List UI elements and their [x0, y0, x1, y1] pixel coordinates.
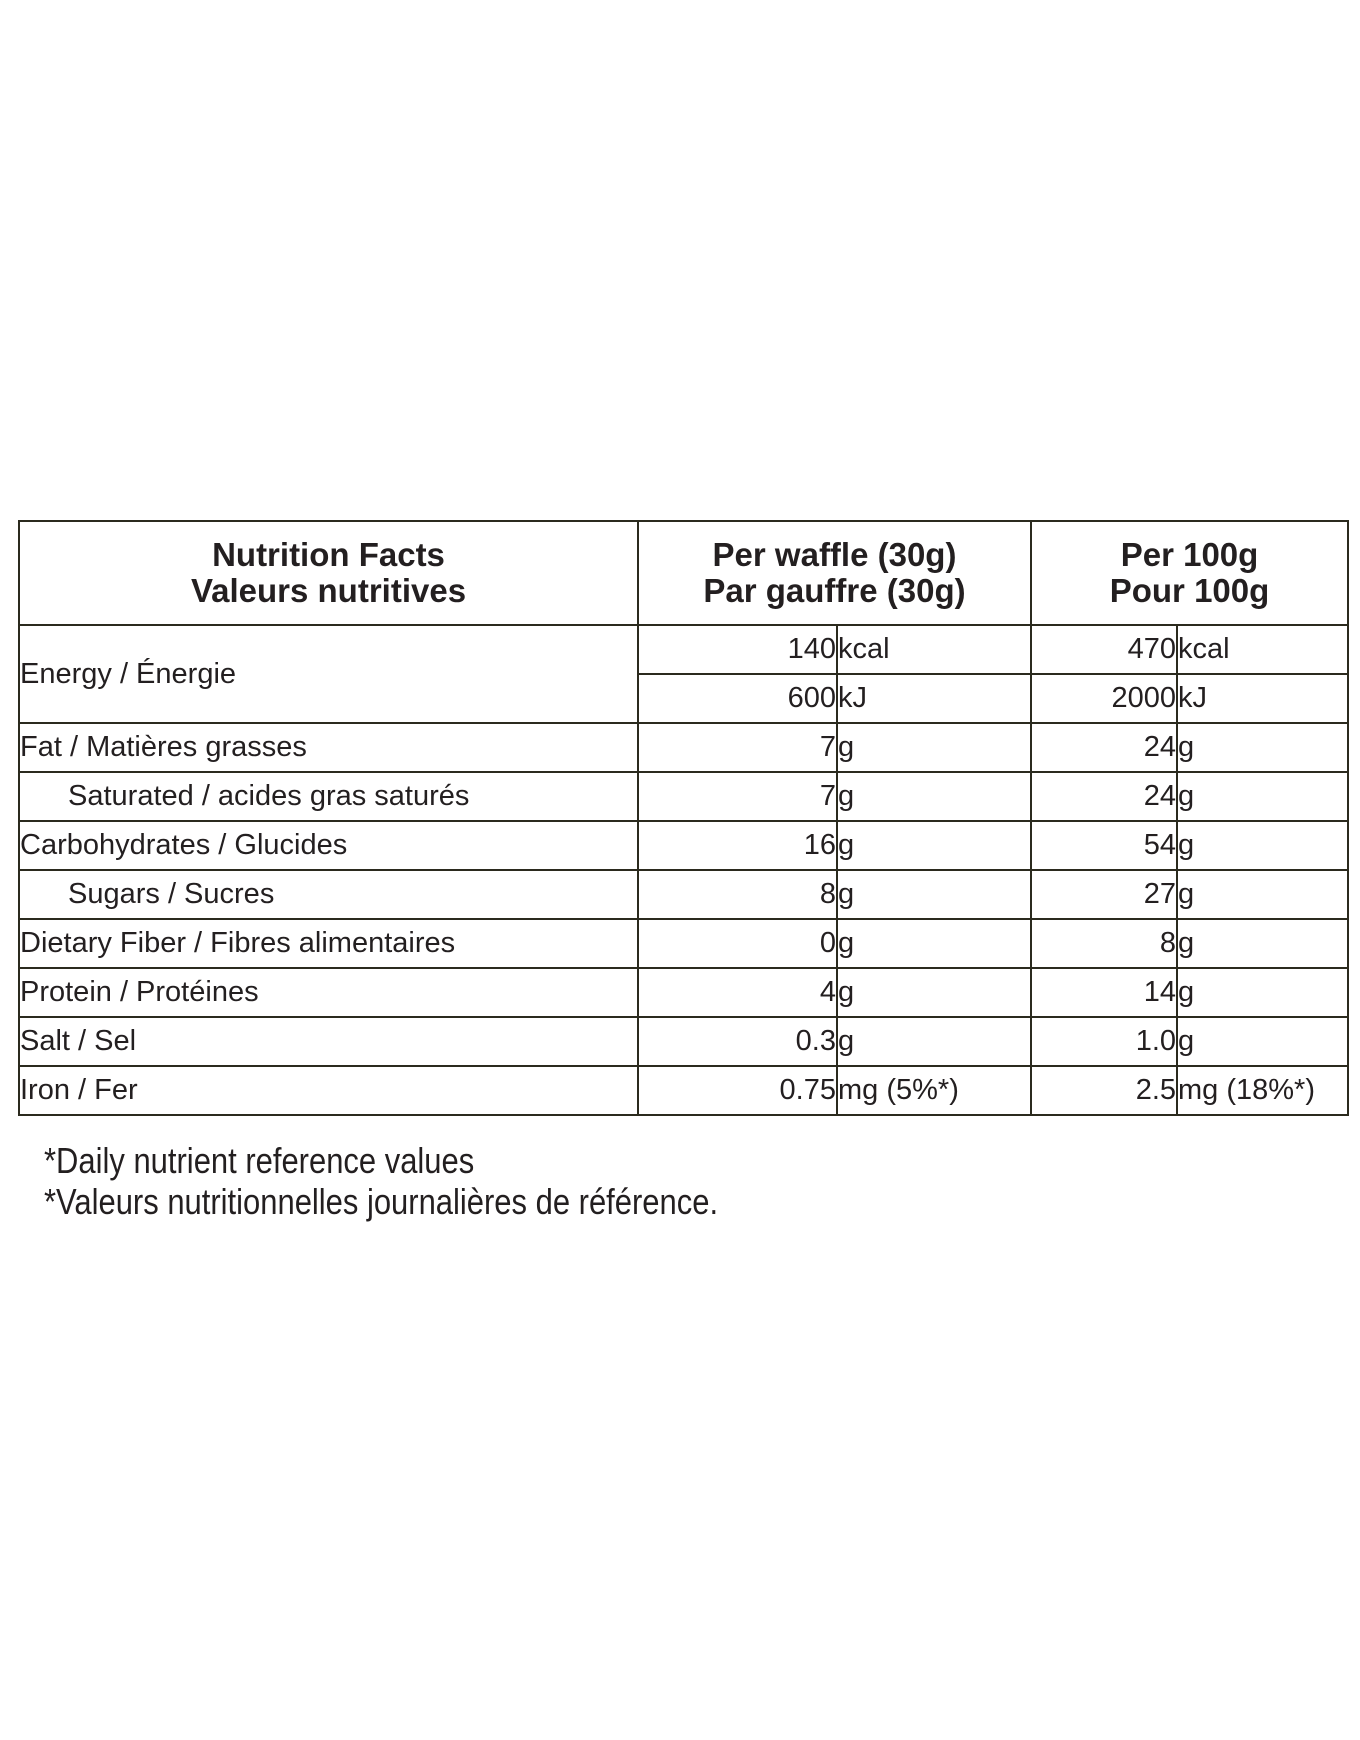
- header-per-serving-fr: Par gauffre (30g): [703, 572, 966, 609]
- nutrient-label: Protein / Protéines: [19, 968, 638, 1017]
- serving-unit: g: [837, 968, 1031, 1017]
- per-100g-value: 54: [1031, 821, 1177, 870]
- header-per-serving-column: [638, 521, 1031, 625]
- table-row-carbohydrates: [19, 821, 1348, 870]
- serving-unit: g: [837, 821, 1031, 870]
- table-row-iron: [19, 1066, 1348, 1115]
- serving-value: 16: [638, 821, 837, 870]
- serving-unit: g: [837, 772, 1031, 821]
- nutrient-label: Carbohydrates / Glucides: [19, 821, 638, 870]
- table-row-saturated: [19, 772, 1348, 821]
- header-title-fr: Valeurs nutritives: [190, 572, 467, 609]
- per-100g-unit: g: [1177, 919, 1348, 968]
- per-100g-value: 24: [1031, 723, 1177, 772]
- serving-unit: g: [837, 919, 1031, 968]
- header-per-serving-en: Per waffle (30g): [712, 535, 957, 573]
- table-row-energy-kcal: [19, 625, 1348, 674]
- header-per-100g-en: Per 100g: [1120, 535, 1259, 573]
- per-100g-value: 24: [1031, 772, 1177, 821]
- per-100g-unit: g: [1177, 772, 1348, 821]
- table-row-sugars: [19, 870, 1348, 919]
- energy-kcal-100g-unit: kcal: [1177, 625, 1348, 674]
- serving-unit: mg (5%*): [837, 1066, 1031, 1115]
- nutrient-label: Saturated / acides gras saturés: [19, 772, 638, 821]
- per-100g-value: 1.0: [1031, 1017, 1177, 1066]
- serving-value: 0: [638, 919, 837, 968]
- serving-value: 7: [638, 772, 837, 821]
- energy-kj-serving-value: 600: [638, 674, 837, 723]
- header-nutrient-column: [19, 521, 638, 625]
- header-per-100g-fr: Pour 100g: [1109, 572, 1270, 609]
- per-100g-value: 14: [1031, 968, 1177, 1017]
- energy-kcal-serving-value: 140: [638, 625, 837, 674]
- table-row-fiber: [19, 919, 1348, 968]
- serving-value: 0.3: [638, 1017, 837, 1066]
- energy-label: Energy / Énergie: [19, 625, 638, 723]
- table-row-fat: [19, 723, 1348, 772]
- per-100g-unit: g: [1177, 723, 1348, 772]
- serving-unit: g: [837, 1017, 1031, 1066]
- nutrient-label: Dietary Fiber / Fibres alimentaires: [19, 919, 638, 968]
- per-100g-unit: mg (18%*): [1177, 1066, 1348, 1115]
- nutrition-facts-table: [18, 520, 1349, 1116]
- energy-kj-serving-unit: kJ: [837, 674, 1031, 723]
- per-100g-value: 27: [1031, 870, 1177, 919]
- serving-unit: g: [837, 723, 1031, 772]
- table-row-salt: [19, 1017, 1348, 1066]
- serving-unit: g: [837, 870, 1031, 919]
- energy-kcal-serving-unit: kcal: [837, 625, 1031, 674]
- table-header-row: [19, 521, 1348, 625]
- per-100g-value: 8: [1031, 919, 1177, 968]
- table-row-protein: [19, 968, 1348, 1017]
- energy-kcal-100g-value: 470: [1031, 625, 1177, 674]
- serving-value: 7: [638, 723, 837, 772]
- per-100g-value: 2.5: [1031, 1066, 1177, 1115]
- per-100g-unit: g: [1177, 968, 1348, 1017]
- per-100g-unit: g: [1177, 870, 1348, 919]
- energy-kj-100g-unit: kJ: [1177, 674, 1348, 723]
- header-per-100g-column: [1031, 521, 1348, 625]
- serving-value: 8: [638, 870, 837, 919]
- footnote-line-en: *Daily nutrient reference values: [44, 1140, 475, 1181]
- per-100g-unit: g: [1177, 1017, 1348, 1066]
- nutrient-label: Sugars / Sucres: [19, 870, 638, 919]
- serving-value: 4: [638, 968, 837, 1017]
- serving-value: 0.75: [638, 1066, 837, 1115]
- footnote: [44, 1140, 718, 1222]
- nutrient-label: Salt / Sel: [19, 1017, 638, 1066]
- energy-kj-100g-value: 2000: [1031, 674, 1177, 723]
- nutrient-label: Fat / Matières grasses: [19, 723, 638, 772]
- footnote-line-fr: *Valeurs nutritionnelles journalières de référence.: [44, 1181, 719, 1222]
- per-100g-unit: g: [1177, 821, 1348, 870]
- nutrient-label: Iron / Fer: [19, 1066, 638, 1115]
- header-title-en: Nutrition Facts: [212, 535, 445, 573]
